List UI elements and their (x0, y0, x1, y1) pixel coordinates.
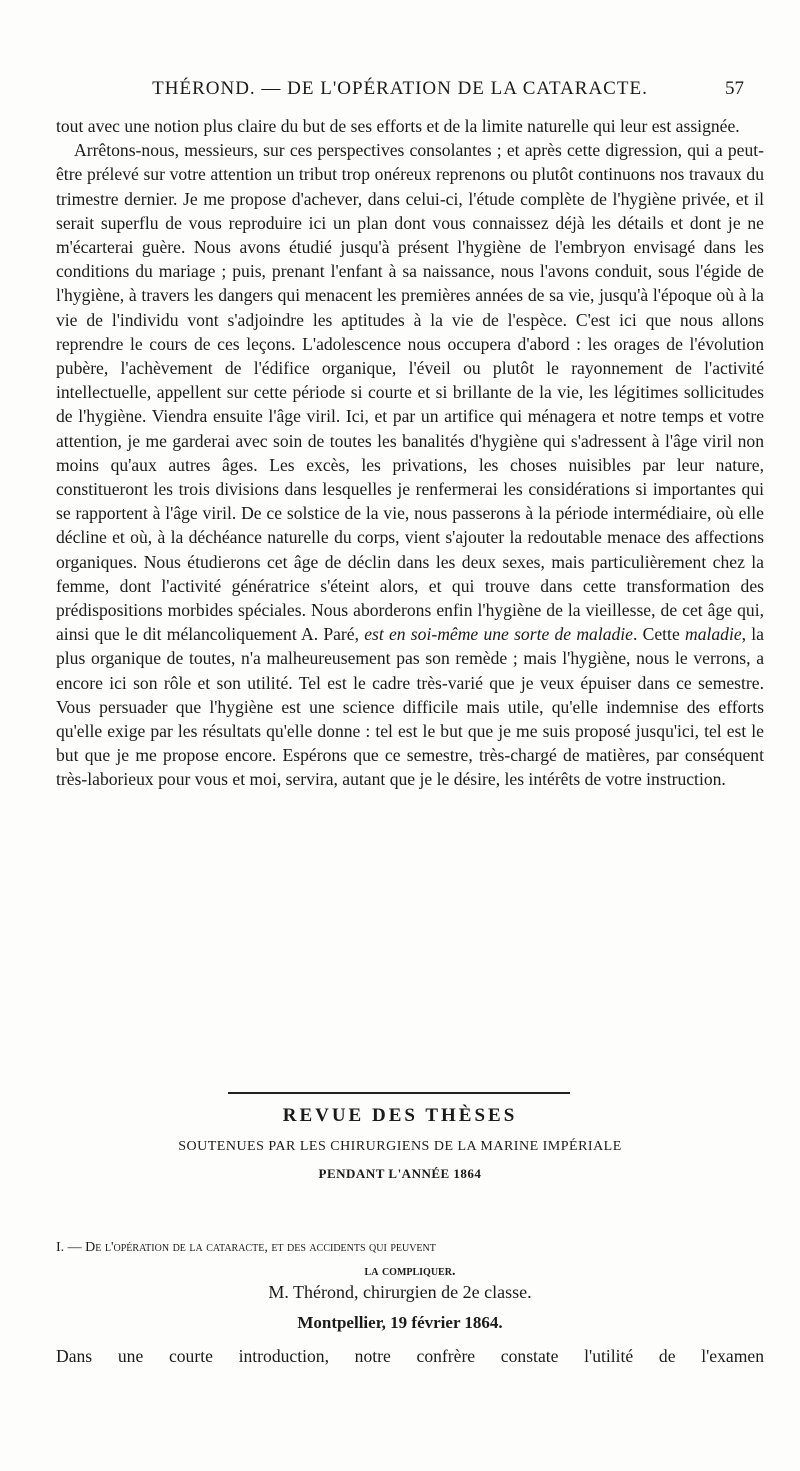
paragraph-2-quote: est en soi-même une sorte de maladie (364, 624, 633, 645)
running-head: THÉROND. — DE L'OPÉRATION DE LA CATARACTE. (152, 78, 648, 99)
entry-place-date: Montpellier, 19 février 1864. (297, 1313, 503, 1332)
page-header (0, 78, 800, 108)
section-year: PENDANT L'ANNÉE 1864 (318, 1166, 482, 1181)
paragraph-2-part-b: . Cette (633, 624, 680, 645)
section-title: REVUE DES THÈSES (282, 1105, 518, 1126)
entry-body-first-line: Dans une courte introduction, notre confrère constate l'utilité de l'examen (56, 1346, 764, 1366)
entry-title (56, 1236, 764, 1284)
paragraph-2 (56, 138, 764, 791)
entry-author: M. Thérond, chirurgien de 2e classe. (268, 1282, 532, 1302)
entry-title-line-2: la compliquer. (364, 1264, 456, 1279)
paragraph-2-part-c: , la plus organique de toutes, n'a malheureusement pas son remède ; mais l'hygiène, nous le verrons, a encore ici son rôle et son utilité. Tel est le cadre très-varié que je veux épuiser dans ce semestre. Vous persuader que l'hygiène est une science difficile mais utile, qu'elle indemnise des efforts qu'elle exige par les résultats qu'elle donne : tel est le but que je me suis proposé jusqu'ici, tel est le but que je me propose encore. Espérons que ce semestre, très-chargé de matières, par conséquent très-laborieux pour vous et moi, servira, autant que je le désire, les intérêts de votre instruction. (56, 624, 764, 790)
body-text (56, 114, 764, 792)
paragraph-2-maladie: maladie (684, 624, 742, 645)
section-subtitle: SOUTENUES PAR LES CHIRURGIENS DE LA MARINE IMPÉRIALE (178, 1139, 622, 1154)
paragraph-1: tout avec une notion plus claire du but de ses efforts et de la limite naturelle qui leur est assignée. (56, 116, 740, 136)
entry-title-line-1: I. — De l'opération de la cataracte, et des accidents qui peuvent (56, 1240, 436, 1255)
page-number: 57 (725, 78, 744, 99)
paragraph-2-part-a: Arrêtons-nous, messieurs, sur ces perspectives consolantes ; et après cette digression, qui a peut-être prélevé sur votre attention un tribut trop onéreux reprenons ou plutôt continuons nos travaux du trimestre dernier. Je me propose d'achever, dans celui-ci, l'étude complète de l'hygiène privée, et il serait superflu de vous reproduire ici un plan dont vous connaissez déjà les détails et dont je ne m'écarterai guère. Nous avons étudié jusqu'à présent l'hygiène de l'embryon envisagé dans les conditions du mariage ; puis, prenant l'enfant à sa naissance, nous l'avons conduit, sous l'égide de l'hygiène, à travers les dangers qui menacent les premières années de sa vie, jusqu'à l'époque où à la vie de l'individu vont s'adjoindre les aptitudes à la vie de l'espèce. C'est ici que nous allons reprendre le cours de ces leçons. L'adolescence nous occupera d'abord : les orages de l'évolution pubère, l'achèvement de l'édifice organique, l'éveil ou plutôt le rayonnement de l'activité intellectuelle, appellent sur cette période si courte et si brillante de la vie, les légitimes sollicitudes de l'hygiène. Viendra ensuite l'âge viril. Ici, et par un artifice qui ménagera et notre temps et votre attention, je me garderai avec soin de toutes les banalités d'hygiène qui s'adressent à l'âge viril non moins qu'aux autres âges. Les excès, les privations, les choses nuisibles par leur nature, constitueront les trois divisions dans lesquelles je renfermerai les considérations si importantes qui se rapportent à l'âge viril. De ce solstice de la vie, nous passerons à la période intermédiaire, où elle décline et où, à la déchéance naturelle du corps, vient s'ajouter la redoutable menace des affections organiques. Nous étudierons cet âge de déclin dans les deux sexes, mais particulièrement chez la femme, dont l'activité génératrice s'éteint alors, et qui trouve dans cette transformation des prédispositions morbides spéciales. Nous aborderons enfin l'hygiène de la vieillesse, de cet âge qui, ainsi que le dit mélancoliquement A. Paré, (56, 140, 764, 645)
section-divider (228, 1092, 570, 1094)
